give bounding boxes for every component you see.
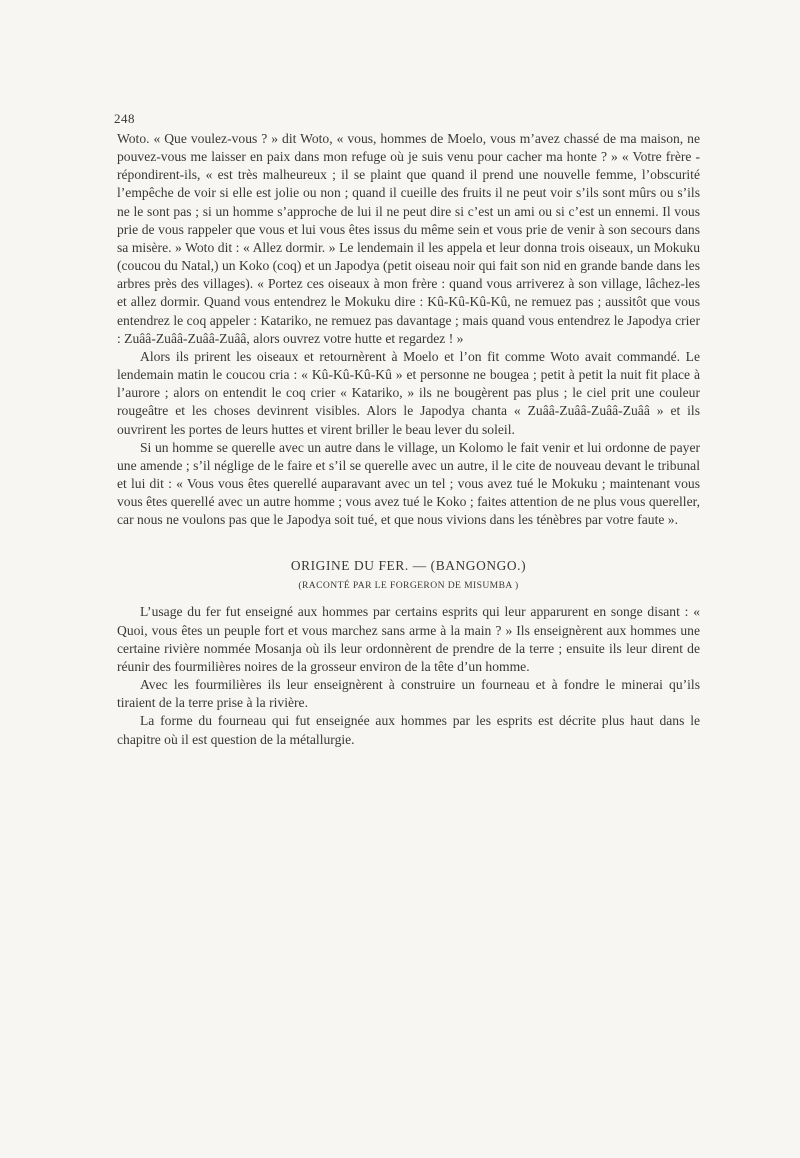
paragraph: La forme du fourneau qui fut enseignée aux hommes par les esprits est décrite plus haut dans le chapitre où il est question de la métallurgie. bbox=[117, 713, 700, 747]
section-subtitle: (RACONTÉ PAR LE FORGERON DE MISUMBA ) bbox=[298, 580, 519, 592]
paragraph: L’usage du fer fut enseigné aux hommes par certains esprits qui leur apparurent en songe disant : « Quoi, vous êtes un peuple fort et vous marchez sans arme à la main ? » Ils enseignèrent aux hommes une certaine rivière nommée Mosanja où ils leur ordonnèrent de prendre de la terre ; ensuite ils leur dirent de réunir des fourmilières noires de la grosseur environ de la tête d’un homme. bbox=[117, 604, 700, 674]
paragraph: Si un homme se querelle avec un autre dans le village, un Kolomo le fait venir et lui ordonne de payer une amende ; s’il néglige de le faire et s’il se querelle avec un autre, il le cite de nouveau devant le tribunal et lui dit : « Vous vous êtes querellé auparavant avec un tel ; vous avez tué le Mokuku ; maintenant vous vous êtes querellé avec un autre homme ; vous avez tué le Koko ; faites attention de ne plus vous quereller, car nous ne voulons pas que le Japodya soit tué, et que nous vivions dans les ténèbres par votre faute ». bbox=[117, 439, 700, 528]
paragraph: Alors ils prirent les oiseaux et retournèrent à Moelo et l’on fit comme Woto avait commandé. Le lendemain matin le coucou cria : « Kû-Kû-Kû-Kû » et personne ne bougea ; petit à petit la nuit fit place à l’aurore ; alors on entendit le coq crier « Katariko, » ils ne bougèrent pas plus ; le ciel prit une couleur rougeâtre et les choses devinrent visibles. Alors le Japodya chanta « Zuââ-Zuââ-Zuââ-Zuââ » et ils ouvrirent les portes de leurs huttes et virent briller le beau lever du soleil. bbox=[117, 348, 700, 437]
paragraph: Woto. « Que voulez-vous ? » dit Woto, « vous, hommes de Moelo, vous m’avez chassé de ma maison, ne pouvez-vous me laisser en paix dans mon refuge où je suis venu pour cacher ma honte ? » « Votre frère - répondirent-ils, « est très malheureux ; il se plaint que quand il prend une nouvelle femme, l’obscurité l’empêche de voir si elle est jolie ou non ; quand il cueille des fruits il ne peut voir s’ils sont mûrs ou s’ils ne le sont pas ; si un homme s’approche de lui il ne peut dire si c’est un ami ou si c’est un ennemi. Il vous prie de vous rappeler que vous et lui vous êtes issus du même sein et vous prie de venir à son secours dans sa misère. » Woto dit : « Allez dormir. » Le lendemain il les appela et leur donna trois oiseaux, un Mokuku (coucou du Natal,) un Koko (coq) et un Japodya (petit oiseau noir qui fait son nid en grande bande dans les arbres près des villages). « Portez ces oiseaux à mon frère : quand vous arriverez à son village, lâchez-les et allez dormir. Quand vous entendrez le Mokuku dire : Kû-Kû-Kû-Kû, ne remuez pas ; aussitôt que vous entendrez le coq appeler : Katariko, ne remuez pas davantage ; mais quand vous entendrez le Japodya crier : Zuââ-Zuââ-Zuââ-Zuââ, alors ouvrez votre hutte et regardez ! » bbox=[117, 131, 700, 346]
body-text bbox=[117, 130, 700, 749]
page-number: 248 bbox=[114, 111, 135, 126]
paragraph: Avec les fourmilières ils leur enseignèrent à construire un fourneau et à fondre le minerai qu’ils tiraient de la terre prise à la rivière. bbox=[117, 677, 700, 711]
section-title: ORIGINE DU FER. — (BANGONGO.) bbox=[290, 558, 527, 574]
